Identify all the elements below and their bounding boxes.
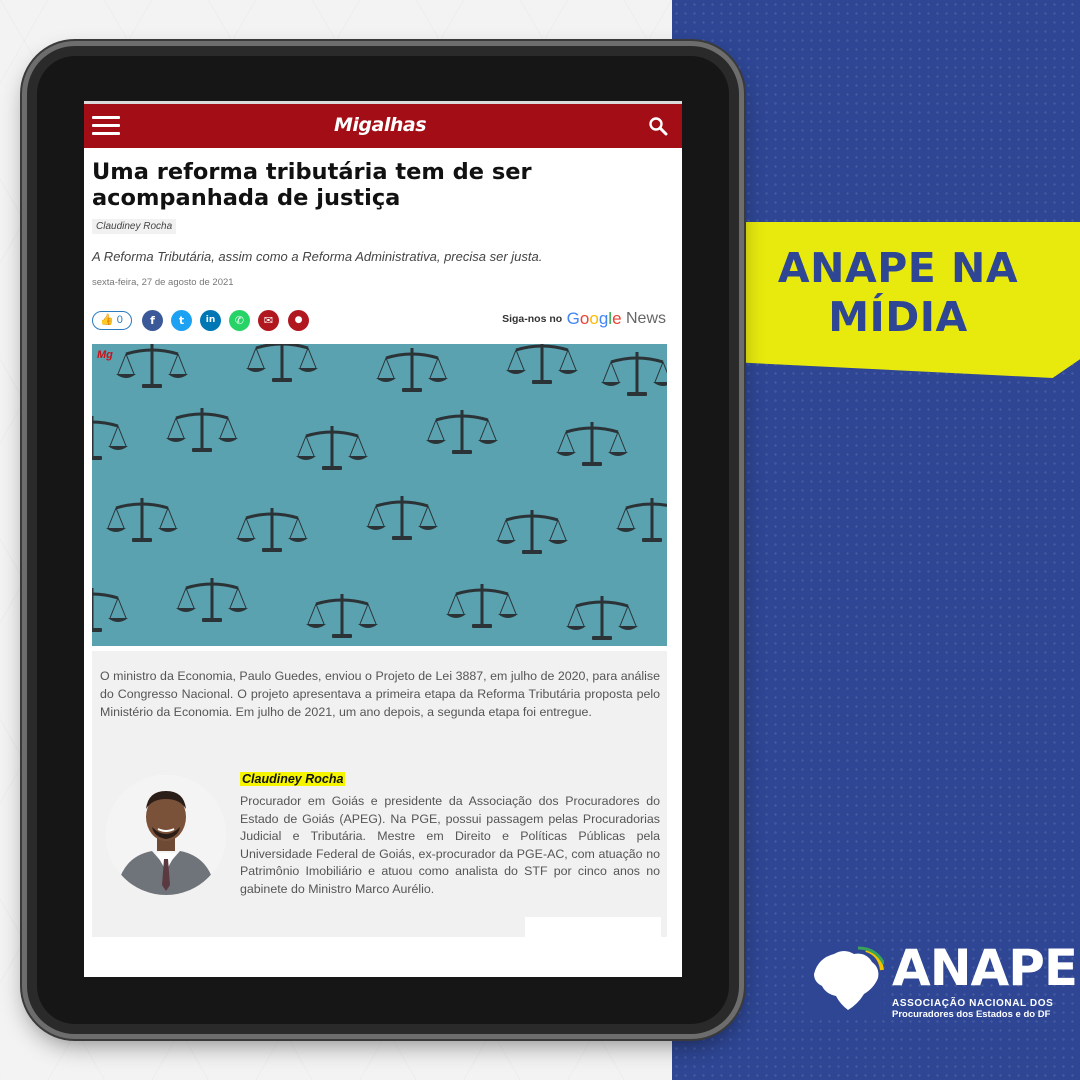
whatsapp-icon[interactable]: ✆ xyxy=(229,310,250,331)
twitter-icon[interactable]: t xyxy=(171,310,192,331)
search-icon[interactable] xyxy=(648,116,668,136)
article-subtitle: A Reforma Tributária, assim como a Reforma Administrativa, precisa ser justa. xyxy=(92,249,543,264)
brazil-map-icon xyxy=(806,944,884,1016)
author-link[interactable]: Claudiney Rocha xyxy=(92,219,176,234)
banner-line-2: MÍDIA xyxy=(828,293,968,341)
site-logo[interactable]: Migalhas xyxy=(334,114,427,136)
follow-prefix: Siga-nos no xyxy=(502,313,563,325)
menu-icon[interactable] xyxy=(92,116,120,136)
logo-subtitle-2: Procuradores dos Estados e do DF xyxy=(892,1009,1051,1020)
linkedin-icon[interactable]: in xyxy=(200,310,221,331)
logo-name: ANAPE xyxy=(892,939,1078,997)
share-row xyxy=(92,309,672,331)
bio-author-name[interactable]: Claudiney Rocha xyxy=(242,772,344,786)
email-icon[interactable]: ✉ xyxy=(258,310,279,331)
bio-text: Procurador em Goiás e presidente da Associação dos Procuradores do Estado de Goiás (APEG). Na PGE, possui passagem pelas Procuradorias Judicial e Tributária. Mestre em Direito e Políticas Públicas pela Universidade Federal de Goiás, ex-procurador da PGE-AC, com atuação no Patrimônio Imobiliário e atuou como analista do STF por cinco anos no gabinete do Ministro Marco Aurélio. xyxy=(240,794,660,896)
google-wordmark: Google xyxy=(566,309,622,328)
logo-subtitle-1: ASSOCIAÇÃO NACIONAL DOS xyxy=(892,998,1054,1009)
facebook-icon[interactable]: f xyxy=(142,310,163,331)
scales-of-justice-pattern xyxy=(92,344,667,646)
tablet-screen xyxy=(84,101,682,977)
blank-area xyxy=(525,917,661,937)
author-photo xyxy=(106,775,226,895)
comment-icon[interactable]: ● xyxy=(288,310,309,331)
article-body xyxy=(92,651,667,937)
like-button[interactable] xyxy=(92,311,132,330)
like-count: 0 xyxy=(116,314,123,326)
image-watermark: Mg xyxy=(97,349,113,361)
site-header xyxy=(84,101,682,148)
news-wordmark: News xyxy=(625,310,666,327)
banner-title xyxy=(738,244,1058,342)
banner-line-1: ANAPE NA xyxy=(777,244,1019,292)
article-date: sexta-feira, 27 de agosto de 2021 xyxy=(92,277,234,288)
article-text: O ministro da Economia, Paulo Guedes, enviou o Projeto de Lei 3887, em julho de 2020, para análise do Congresso Nacional. O projeto apresentava a primeira etapa da Reforma Tributária proposta pelo Ministério da Economia. Em julho de 2021, um ano depois, a segunda etapa foi entregue. xyxy=(100,669,660,719)
article-headline: Uma reforma tributária tem de ser acompanhada de justiça xyxy=(92,159,532,211)
author-avatar xyxy=(106,775,226,895)
article-image xyxy=(92,344,667,646)
thumbs-up-icon: 👍 xyxy=(100,314,114,326)
google-news-follow[interactable] xyxy=(502,309,666,329)
anape-logo xyxy=(806,939,1078,1020)
